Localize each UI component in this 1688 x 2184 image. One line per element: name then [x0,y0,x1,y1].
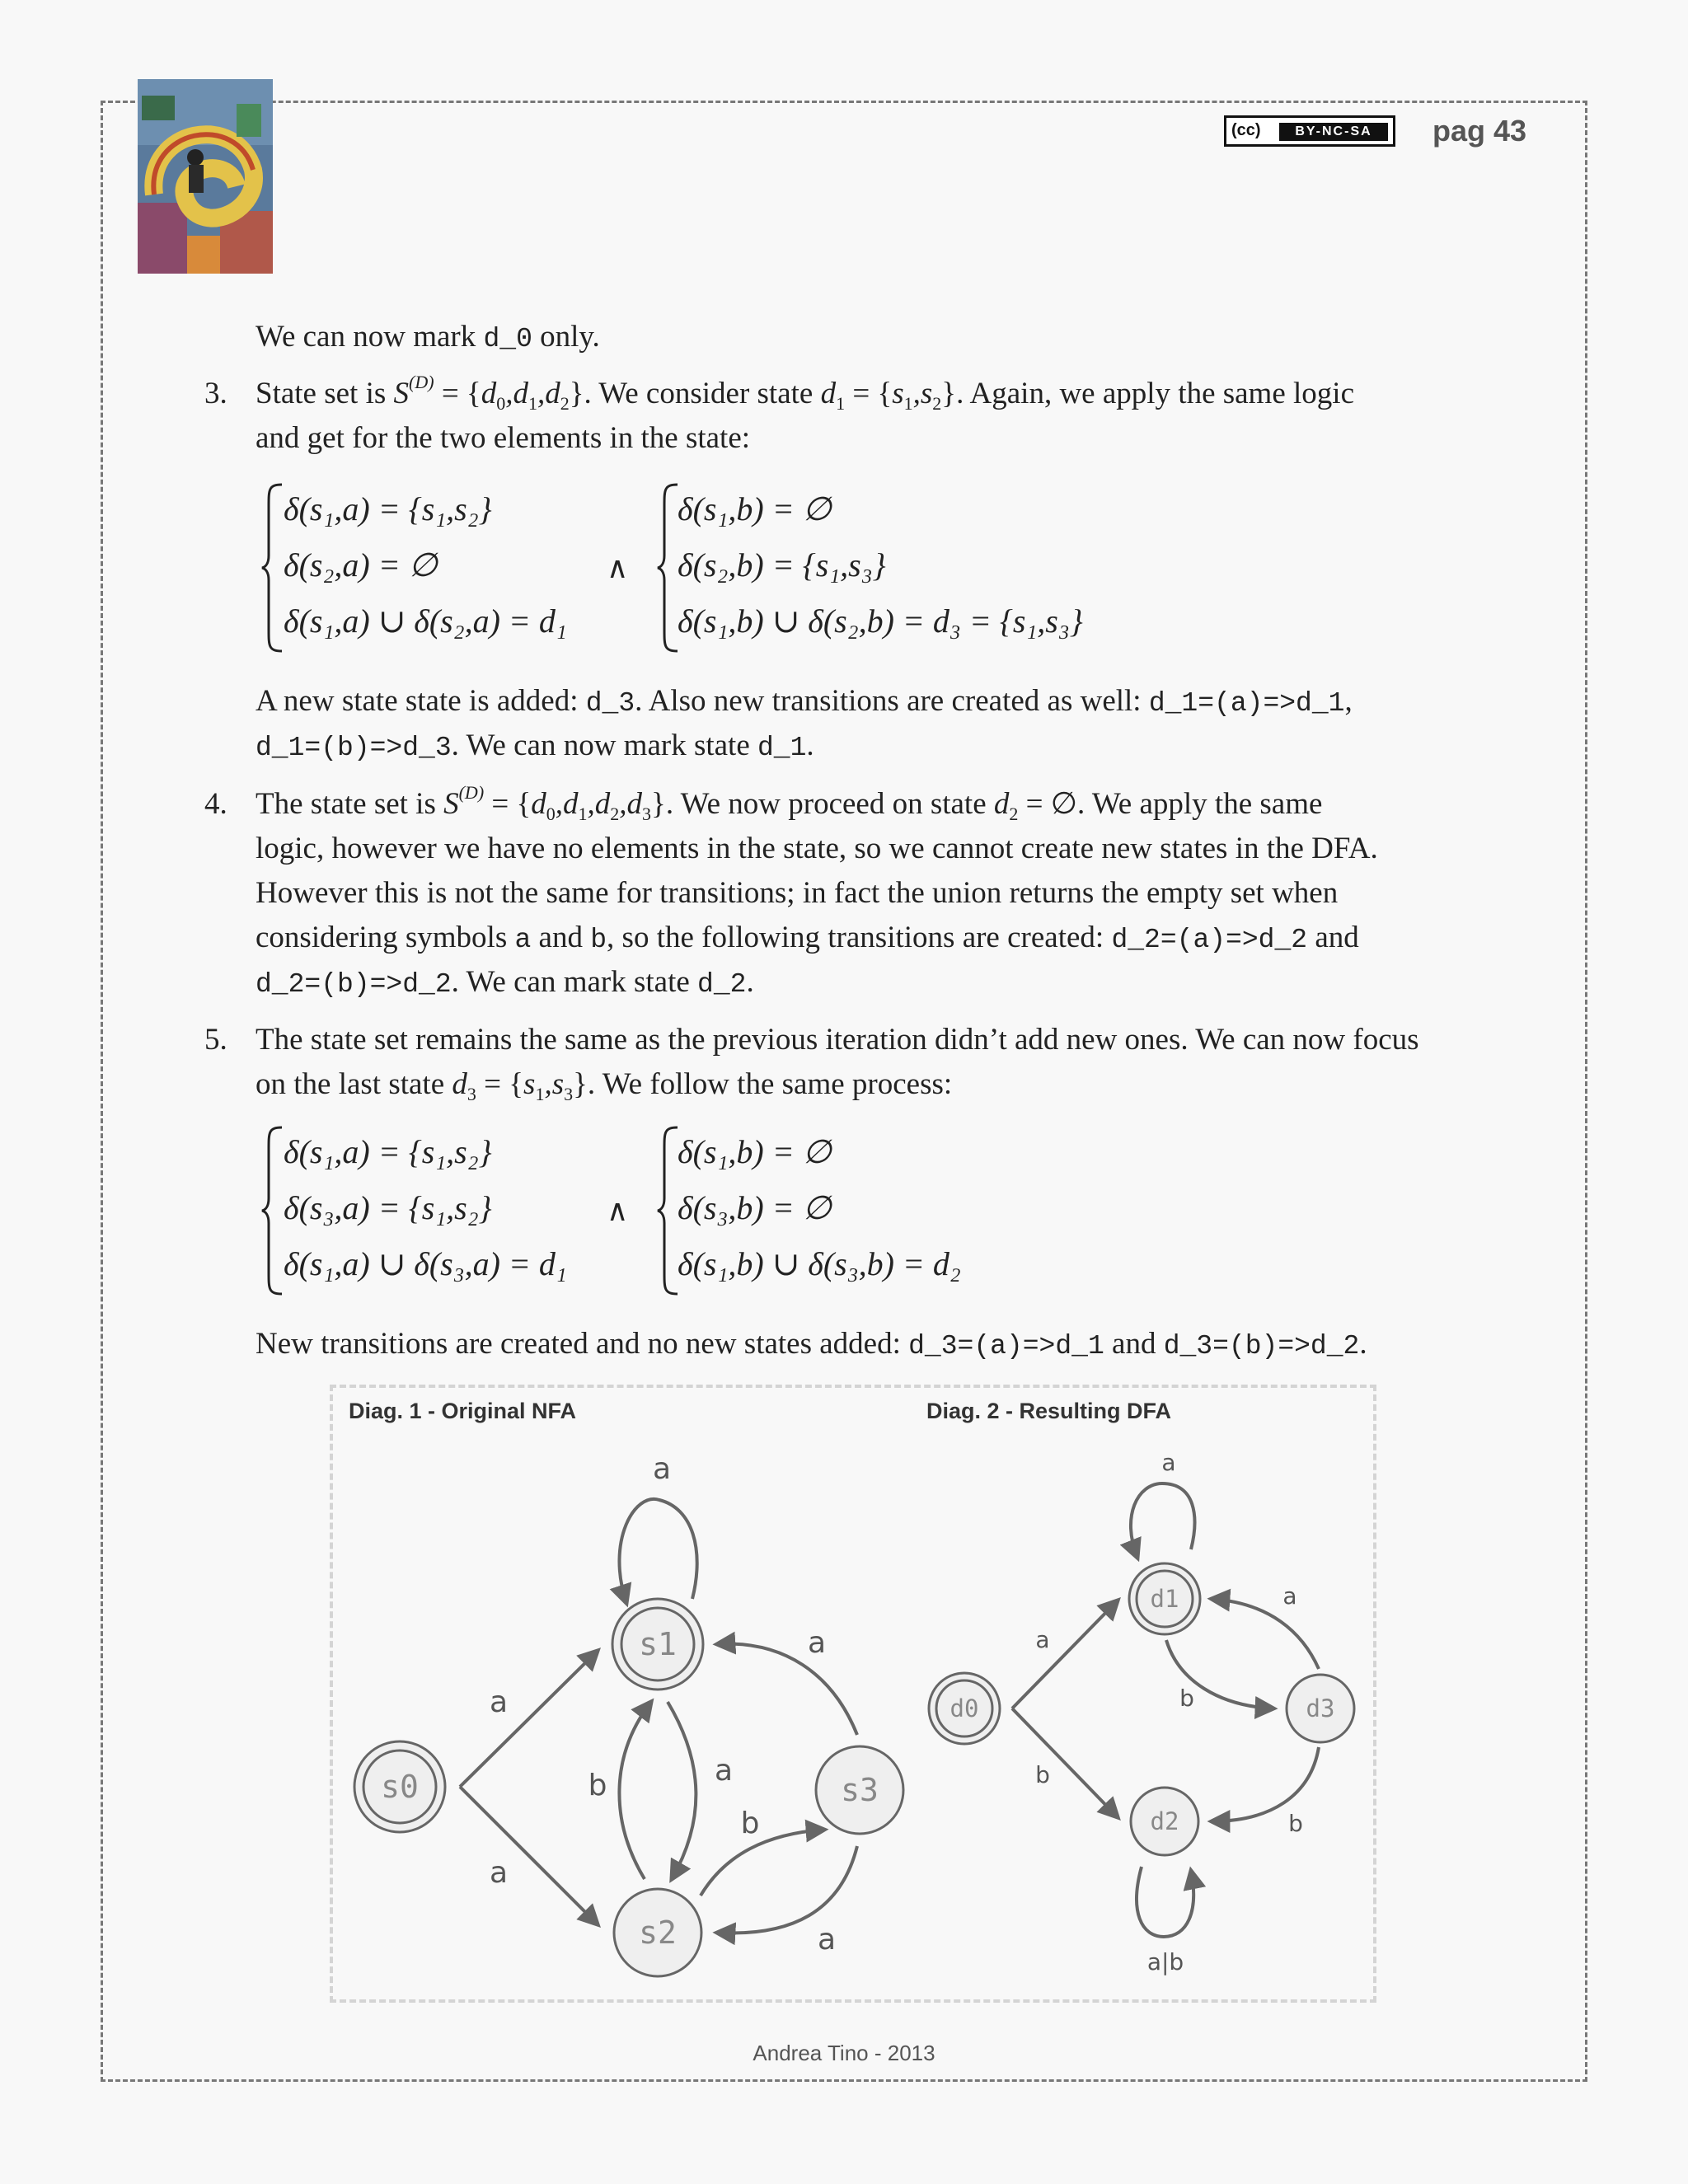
nfa-edge-s3-s1 [717,1644,857,1735]
dfa-edge-label: a [1282,1582,1297,1610]
item3-new-state-line1: A new state state is added: d_3. Also new transitions are created as well: d_1=(a)=>d_1, [256,684,1353,719]
nfa-edge-label: a [489,1685,509,1719]
nfa-edge-s2-s3 [701,1830,824,1896]
nfa-edge-s3-s2 [717,1846,857,1933]
license-type: BY-NC-SA [1279,123,1388,141]
nfa-edge-s1-loop [619,1499,696,1603]
nfa-state-label: s0 [381,1769,419,1805]
dfa-edge-d3-d1 [1212,1599,1319,1669]
nfa-edge-label: a [652,1452,672,1486]
nfa-edge-label: a [817,1923,837,1957]
dfa-state-label: d1 [1150,1585,1179,1613]
nfa-edge-label: a [807,1626,827,1660]
dfa-diagram-title: Diag. 2 - Resulting DFA [926,1399,1172,1423]
equation-block-A-right: δ(s₁,b) = ∅ δ(s₂,b) = {s₁,s₃} δ(s₁,b) ∪ δ(s₂,b) = d₃ = {s₁,s₃} [678,490,1083,640]
item3-new-state-line2: d_1=(b)=>d_3. We can now mark state d_1. [256,729,814,763]
dfa-state-label: d0 [950,1694,979,1722]
nfa-state-label: s1 [639,1626,677,1662]
dfa-edge-d2-loop [1137,1867,1193,1937]
item4-line5: d_2=(b)=>d_2. We can mark state d_2. [256,965,754,1000]
nfa-diagram-title: Diag. 1 - Original NFA [349,1399,577,1423]
dfa-state-label: d3 [1306,1694,1335,1722]
nfa-state-label: s3 [841,1772,879,1808]
item5-line2: on the last state $d_3 = \{s_1,s_3\}$. We follow the same process: [256,1067,953,1104]
dfa-edge-label: b [1035,1761,1050,1788]
nfa-edge-label: b [740,1807,760,1840]
nfa-edge-s2-s1 [619,1702,651,1879]
dfa-edge-d1-loop [1131,1483,1194,1558]
dfa-edge-d0-d2 [1012,1708,1118,1817]
paragraph-mark-d0: We can now mark d_0 only. [256,320,600,354]
dfa-edge-label: a [1161,1449,1176,1476]
item5-line1: The state set remains the same as the previous iteration didn’t add new ones. We can now focus [256,1023,1419,1057]
item4-line4: considering symbols a and b, so the following transitions are created: d_2=(a)=>d_2 and [256,921,1359,955]
nfa-edge-label: a [714,1754,734,1788]
item3-line2: and get for the two elements in the state: [256,421,751,455]
dfa-state-label: d2 [1150,1807,1179,1835]
dfa-edge-label: a|b [1146,1948,1184,1975]
dfa-edge-d0-d1 [1012,1601,1118,1708]
nfa-edge-label: b [588,1769,607,1802]
equation-block-A-left: δ(s₁,a) = {s₁,s₂} δ(s₂,a) = ∅ δ(s₁,a) ∪ δ(s₂,a) = d₁ [284,490,567,640]
item4-line2: logic, however we have no elements in the state, so we cannot create new states in the DFA. [256,832,1378,865]
nfa-edge-s0-s2 [460,1787,598,1924]
item4-line3: However this is not the same for transitions; in fact the union returns the empty set when [256,876,1339,910]
dfa-edge-label: b [1288,1810,1303,1837]
list-number-5: 5. [204,1023,227,1057]
page-footer: Andrea Tino - 2013 [753,2041,935,2065]
nfa-edge-s1-s2 [668,1702,696,1879]
dfa-edge-label: a [1035,1626,1050,1653]
dfa-edge-label: b [1179,1685,1194,1712]
equation-block-B-left: δ(s₁,a) = {s₁,s₂} δ(s₃,a) = {s₁,s₂} δ(s₁,a) ∪ δ(s₃,a) = d₁ [284,1133,567,1282]
item3-line1: State set is $S^{(D)} = \{d_0,d_1,d_2\}$. We consider state $d_1 = \{s_1,s_2\}$. Again, we apply the same logic [256,372,1354,414]
list-number-4: 4. [204,787,227,821]
nfa-edge-label: a [489,1856,509,1890]
item5-conclusion: New transitions are created and no new states added: d_3=(a)=>d_1 and d_3=(b)=>d_2. [256,1327,1367,1361]
logical-and-B: ∧ [607,1194,629,1227]
nfa-state-label: s2 [639,1915,677,1951]
item4-line1: The state set is $S^{(D)} = \{d_0,d_1,d_2,d_3\}$. We now proceed on state $d_2$ = ∅. We apply the same [256,782,1323,824]
nfa-edge-s0-s1 [460,1651,598,1787]
cc-icon: (cc) [1231,121,1261,139]
page-number: pag 43 [1432,114,1527,148]
logical-and-A: ∧ [607,551,629,584]
list-number-3: 3. [204,377,227,410]
equation-block-B-right: δ(s₁,b) = ∅ δ(s₃,b) = ∅ δ(s₁,b) ∪ δ(s₃,b) = d₂ [678,1133,961,1282]
